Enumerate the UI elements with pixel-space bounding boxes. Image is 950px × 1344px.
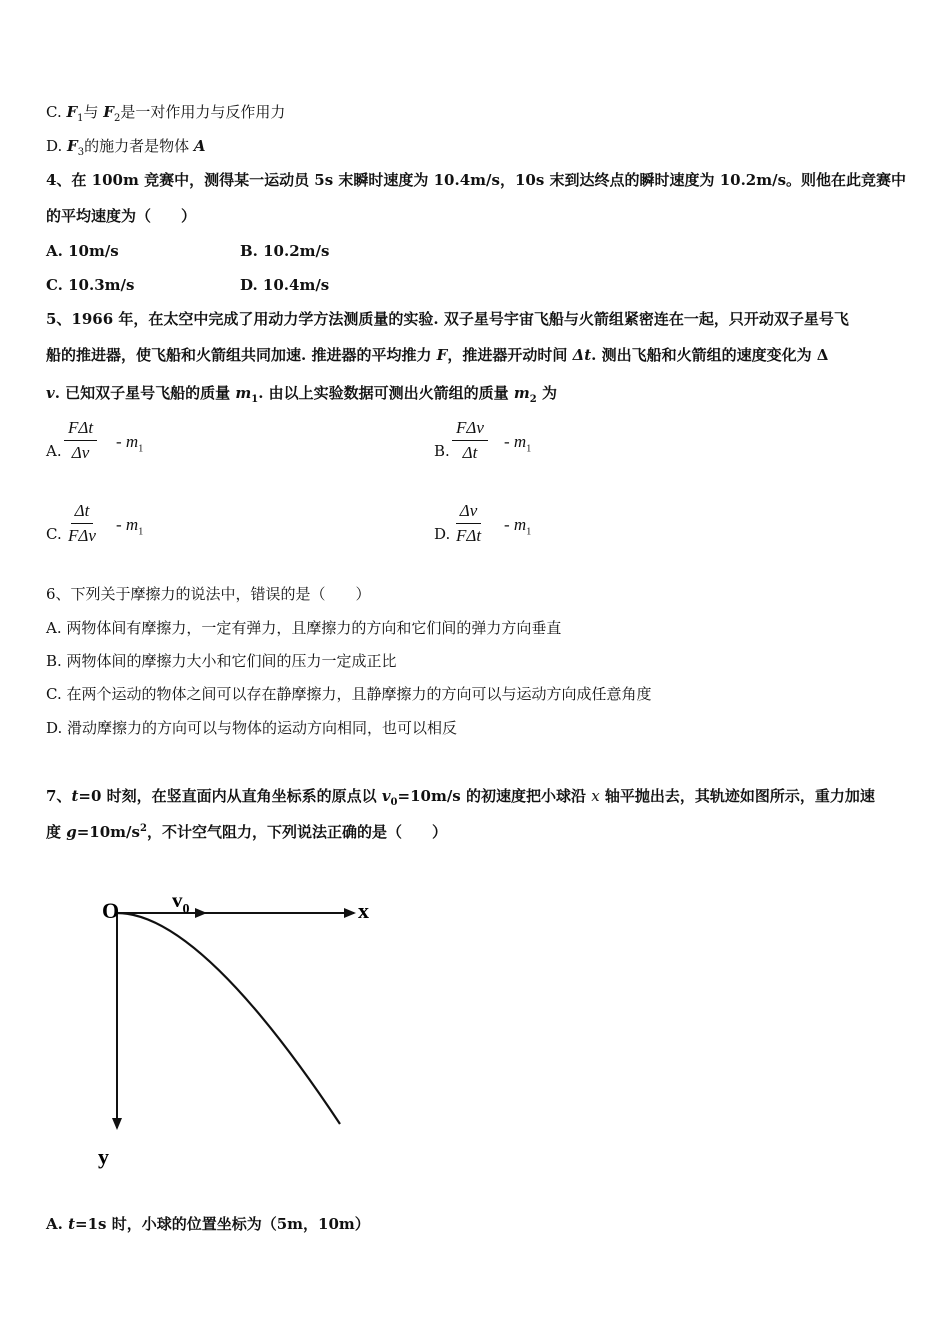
q4-stem-line2: 的平均速度为（ ） (46, 207, 197, 225)
q4-option-b: B. 10.2m/s (240, 242, 330, 260)
origin-label: O (102, 898, 120, 923)
mass-symbol: m (513, 432, 527, 451)
q4-option-a: A. 10m/s (46, 242, 119, 260)
superscript: 2 (139, 823, 147, 834)
numerator: FΔv (452, 418, 488, 441)
axis-symbol: x (591, 787, 600, 805)
text: 的施力者是物体 (84, 137, 194, 155)
force-symbol: F (66, 103, 78, 121)
force-symbol: F (436, 346, 448, 364)
text: . 已知双子星号飞船的质量 (54, 384, 236, 402)
q6-option-d: D. 滑动摩擦力的方向可以与物体的运动方向相同，也可以相反 (46, 719, 458, 737)
mass-symbol: m (125, 515, 139, 534)
q7-option-a (46, 1214, 370, 1234)
text: 7、 (46, 787, 72, 805)
text: 与 (83, 103, 104, 121)
option-letter: A. (46, 1215, 69, 1233)
mass-symbol: m (125, 432, 139, 451)
text: 船的推进器，使飞船和火箭组共同加速. 推进器的平均推力 (46, 346, 437, 364)
minus-sign: - (504, 432, 514, 451)
q6-stem: 6、下列关于摩擦力的说法中，错误的是（ ） (46, 585, 371, 603)
velocity-subscript: 0 (182, 902, 190, 917)
subscript: 1 (526, 526, 532, 538)
q4-stem-line1: 4、在 100m 竞赛中，测得某一运动员 5s 末瞬时速度为 10.4m/s，10s 末到达终点的瞬时速度为 10.2m/s。则他在此竞赛中 (46, 171, 907, 189)
text: 轴平抛出去，其轨迹如图所示，重力加速 (599, 787, 875, 805)
trajectory-curve (117, 913, 340, 1124)
subscript: 1 (526, 443, 532, 455)
q4-option-c: C. 10.3m/s (46, 276, 135, 294)
text: . 测出飞船和火箭组的速度变化为 Δ (591, 346, 829, 364)
option-letter: D. (434, 525, 451, 543)
q6-option-b: B. 两物体间的摩擦力大小和它们间的压力一定成正比 (46, 652, 397, 670)
q4-option-d: D. 10.4m/s (240, 276, 330, 294)
subscript: 1 (138, 526, 144, 538)
minus-sign: - (116, 515, 126, 534)
delta-t-symbol: Δt (572, 346, 592, 364)
subscript: 2 (113, 113, 121, 124)
denominator: FΔt (456, 526, 482, 545)
numerator: FΔt (64, 418, 97, 441)
mass-symbol: m (235, 384, 252, 402)
subscript: 3 (77, 147, 85, 158)
subscript: 0 (390, 797, 398, 808)
text: ，不计空气阻力，下列说法正确的是（ ） (146, 823, 447, 841)
text: =10m/s 的初速度把小球沿 (397, 787, 592, 805)
q6-option-c: C. 在两个运动的物体之间可以存在静摩擦力，且静摩擦力的方向可以与运动方向成任意角度 (46, 685, 652, 703)
subscript: 1 (77, 113, 84, 124)
option-letter: A. (46, 442, 62, 460)
option-letter: D. (46, 137, 68, 155)
subscript: 1 (251, 394, 259, 405)
denominator: FΔv (68, 526, 96, 545)
velocity-letter: v (172, 888, 183, 912)
q6-option-a: A. 两物体间有摩擦力，一定有弹力，且摩擦力的方向和它们间的弹力方向垂直 (46, 619, 562, 637)
text: 是一对作用力与反作用力 (120, 103, 286, 121)
text: 为 (536, 384, 557, 402)
subscript: 2 (529, 394, 537, 405)
time-symbol: t (71, 787, 79, 805)
numerator: Δv (456, 501, 482, 524)
subscript: 1 (138, 443, 144, 455)
minus-sign: - (504, 515, 514, 534)
y-axis-label: y (98, 1144, 109, 1169)
text: . 由以上实验数据可测出火箭组的质量 (258, 384, 514, 402)
minus-sign: - (116, 432, 126, 451)
force-symbol: F (67, 137, 78, 155)
force-symbol: F (103, 103, 114, 121)
denominator: Δv (71, 443, 90, 462)
q5-stem-line1: 5、1966 年，在太空中完成了用动力学方法测质量的实验. 双子星号宇宙飞船与火箭组紧密连在一起，只开动双子星号飞 (46, 310, 849, 328)
time-symbol: t (68, 1215, 76, 1233)
text: =10m/s (76, 823, 140, 841)
mass-symbol: m (513, 384, 530, 402)
denominator: Δt (462, 443, 478, 462)
x-axis-label: x (358, 898, 369, 923)
velocity-symbol: v (381, 787, 391, 805)
velocity-symbol: v (46, 384, 55, 402)
mass-symbol: m (513, 515, 527, 534)
numerator: Δt (71, 501, 94, 524)
text: =0 时刻，在竖直面内从直角坐标系的原点以 (78, 787, 382, 805)
gravity-symbol: g (66, 823, 77, 841)
option-letter: C. (46, 525, 62, 543)
text: =1s 时，小球的位置坐标为（5m，10m） (75, 1215, 370, 1233)
text: 度 (46, 823, 67, 841)
object-symbol: A (193, 137, 206, 155)
text: ，推进器开动时间 (447, 346, 573, 364)
option-letter: C. (46, 103, 67, 121)
option-letter: B. (434, 442, 450, 460)
